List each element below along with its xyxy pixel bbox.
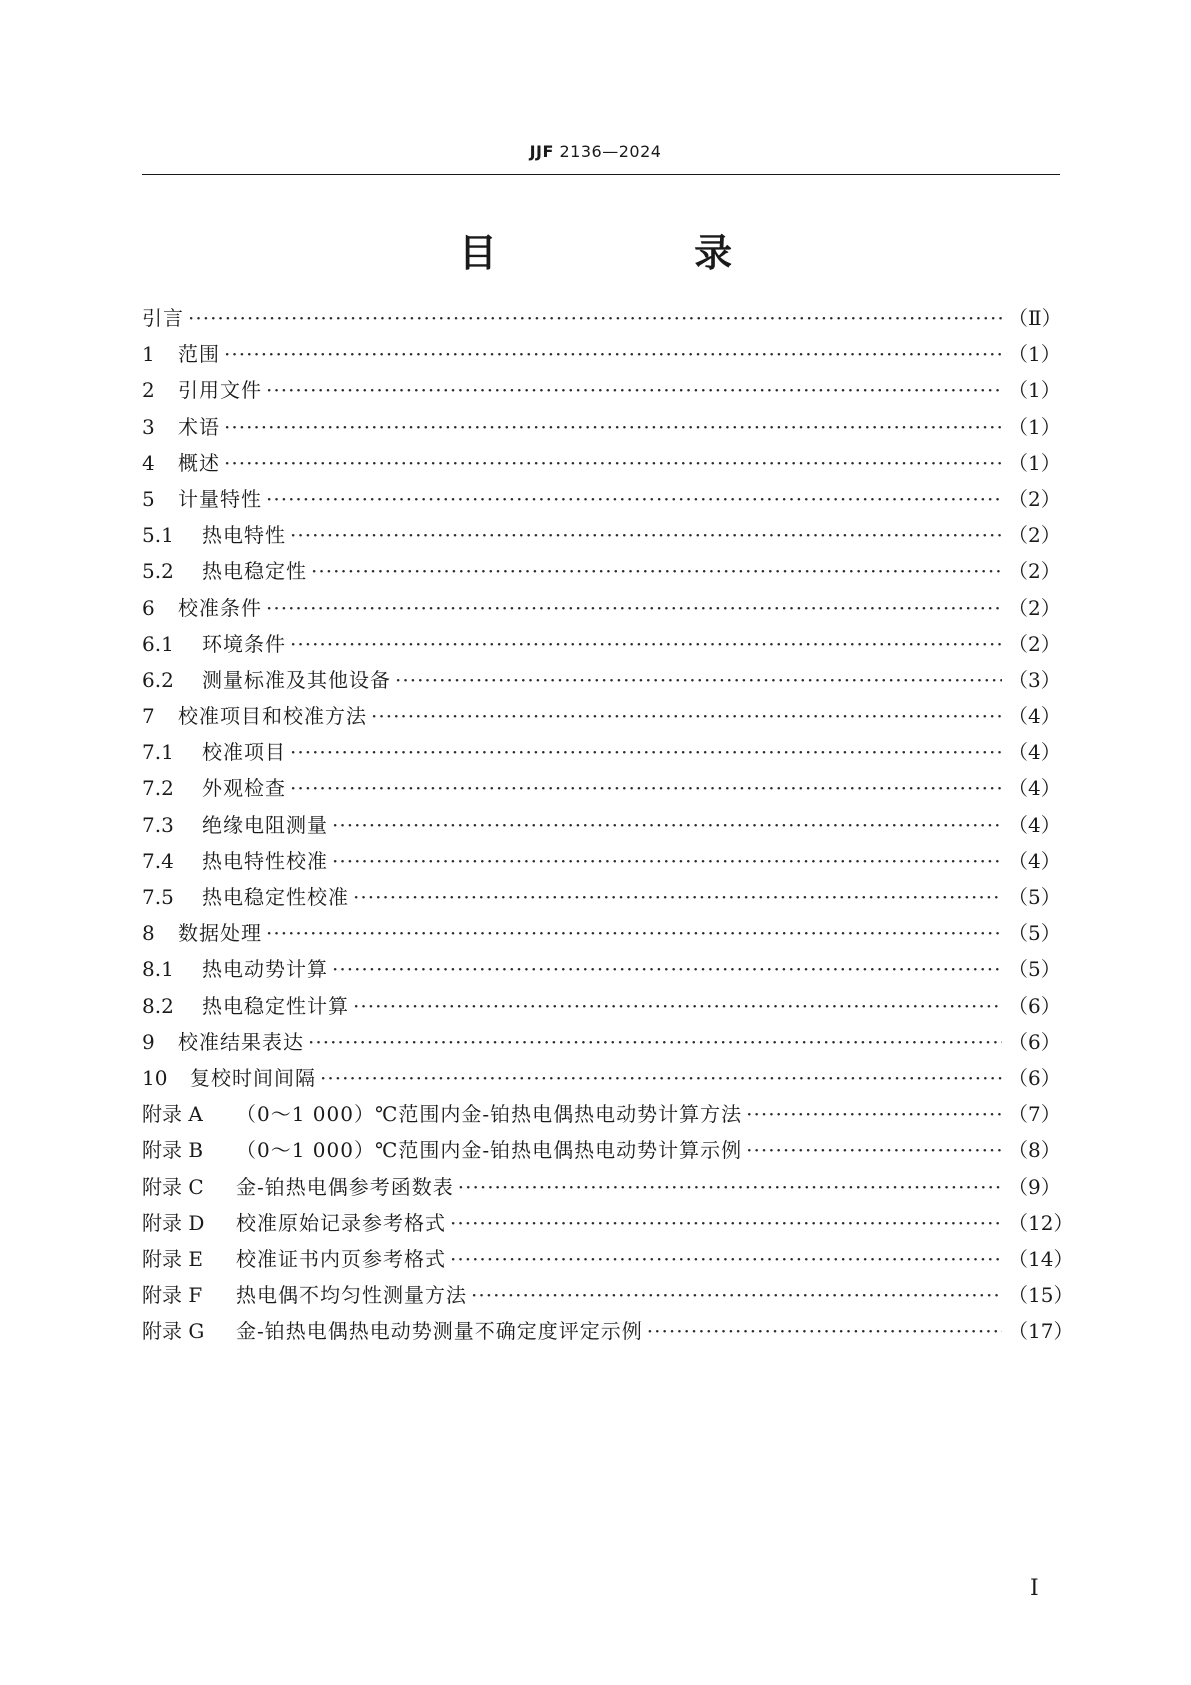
toc-entry-title: 校准结果表达 <box>178 1029 304 1054</box>
toc-leader-dots <box>746 1102 1002 1126</box>
toc-entry[interactable] <box>142 1171 1060 1207</box>
toc-entry-number: 7 <box>142 704 155 729</box>
toc-leader-dots <box>224 415 1002 439</box>
toc-entry-number: 7.4 <box>142 848 174 873</box>
toc-entry-number: 6 <box>142 595 155 620</box>
toc-entry[interactable] <box>142 845 1060 881</box>
toc-entry-number: 5.2 <box>142 559 174 584</box>
toc-entry-page: （2） <box>1008 486 1061 511</box>
toc-leader-dots <box>308 1030 1002 1054</box>
toc-entry-title: 引言 <box>142 306 184 330</box>
toc-leader-dots <box>450 1211 1002 1235</box>
toc-entry-page: （4） <box>1008 776 1061 801</box>
toc-leader-dots <box>290 523 1002 547</box>
toc-entry-number: 3 <box>142 414 155 439</box>
toc-entry[interactable] <box>142 519 1060 555</box>
toc-entry[interactable] <box>142 736 1060 772</box>
toc-entry-number: 附录 A <box>142 1102 203 1127</box>
toc-entry[interactable] <box>142 664 1060 700</box>
toc-entry-number: 附录 G <box>142 1319 205 1344</box>
toc-entry[interactable] <box>142 809 1060 845</box>
toc-entry[interactable] <box>142 1062 1060 1098</box>
toc-entry-number: 10 <box>142 1065 168 1090</box>
toc-leader-dots <box>471 1283 1002 1307</box>
toc-entry-title: 概述 <box>178 450 220 475</box>
toc-entry-page: （17） <box>1008 1319 1074 1344</box>
toc-entry-number: 5 <box>142 486 155 511</box>
toc-entry-number: 5.1 <box>142 523 174 548</box>
toc-entry-page: （6） <box>1008 993 1061 1018</box>
toc-entry[interactable] <box>142 1098 1060 1134</box>
table-of-contents <box>142 302 1074 1351</box>
toc-entry-page: （Ⅱ） <box>1008 306 1062 330</box>
toc-entry[interactable] <box>142 374 1060 410</box>
toc-leader-dots <box>647 1319 1002 1343</box>
toc-entry-number: 附录 F <box>142 1283 203 1308</box>
toc-entry-page: （8） <box>1008 1138 1061 1163</box>
toc-entry[interactable] <box>142 1207 1074 1243</box>
toc-entry-title: （0～1 000）℃范围内金-铂热电偶热电动势计算方法 <box>236 1102 743 1127</box>
toc-entry-title: 测量标准及其他设备 <box>202 667 391 692</box>
toc-entry-page: （9） <box>1008 1174 1061 1199</box>
toc-entry-number: 8 <box>142 921 155 946</box>
toc-entry[interactable] <box>142 1315 1074 1351</box>
toc-entry-number: 附录 D <box>142 1210 205 1235</box>
toc-entry-page: （5） <box>1008 885 1061 909</box>
toc-entry-number: 附录 C <box>142 1174 204 1199</box>
toc-entry[interactable] <box>142 1243 1074 1279</box>
toc-entry-page: （5） <box>1008 921 1061 946</box>
toc-entry-page: （3） <box>1008 667 1061 692</box>
toc-entry[interactable] <box>142 555 1060 591</box>
toc-entry-title: 范围 <box>178 342 220 367</box>
toc-entry-page: （2） <box>1008 523 1061 548</box>
toc-entry-title: 校准项目 <box>202 740 286 765</box>
toc-entry-number: 7.5 <box>142 885 174 909</box>
toc-entry-page: （6） <box>1008 1029 1061 1054</box>
toc-entry[interactable] <box>142 592 1060 628</box>
toc-entry-number: 8.2 <box>142 993 174 1018</box>
toc-entry-title: 校准项目和校准方法 <box>178 704 367 729</box>
toc-entry[interactable] <box>142 1279 1074 1315</box>
toc-entry-page: （5） <box>1008 957 1061 982</box>
toc-entry-page: （2） <box>1008 631 1061 656</box>
toc-leader-dots <box>224 342 1002 366</box>
toc-entry-title: 热电特性 <box>202 523 286 548</box>
toc-entry-title: 热电动势计算 <box>202 957 328 982</box>
toc-entry-page: （2） <box>1008 559 1061 584</box>
toc-entry-title: 热电稳定性计算 <box>202 993 349 1018</box>
toc-entry-page: （1） <box>1008 414 1061 439</box>
toc-leader-dots <box>290 740 1002 764</box>
toc-entry-page: （1） <box>1008 342 1061 367</box>
toc-leader-dots <box>746 1138 1002 1162</box>
toc-entry-page: （7） <box>1008 1102 1061 1127</box>
toc-entry-title: 热电稳定性校准 <box>202 885 349 909</box>
toc-entry-title: 金-铂热电偶参考函数表 <box>236 1174 454 1199</box>
toc-entry-number: 9 <box>142 1029 155 1054</box>
toc-entry-title: 校准条件 <box>178 595 262 620</box>
toc-leader-dots <box>450 1247 1002 1271</box>
toc-leader-dots <box>266 921 1002 945</box>
toc-leader-dots <box>332 813 1002 837</box>
toc-entry-number: 7.1 <box>142 740 174 765</box>
toc-entry-title: 热电稳定性 <box>202 559 307 584</box>
toc-entry[interactable] <box>142 411 1060 447</box>
document-code <box>0 142 1191 161</box>
toc-entry[interactable] <box>142 483 1060 519</box>
toc-entry-number: 1 <box>142 342 155 367</box>
toc-entry-title: 校准证书内页参考格式 <box>236 1246 446 1271</box>
toc-title: 目 录 <box>458 231 825 275</box>
toc-entry-title: 计量特性 <box>178 486 262 511</box>
toc-leader-dots <box>290 632 1002 656</box>
toc-entry[interactable] <box>142 772 1060 808</box>
toc-entry-title: 引用文件 <box>178 378 262 403</box>
toc-leader-dots <box>320 1066 1002 1090</box>
toc-entry-page: （15） <box>1008 1283 1074 1308</box>
toc-entry[interactable] <box>142 1026 1060 1062</box>
toc-entry[interactable] <box>142 953 1060 989</box>
toc-entry-number: 8.1 <box>142 957 174 982</box>
toc-entry-title: 热电特性校准 <box>202 848 328 873</box>
toc-leader-dots <box>266 378 1002 402</box>
toc-entry-number: 7.2 <box>142 776 174 801</box>
toc-entry-page: （4） <box>1008 812 1061 837</box>
toc-leader-dots <box>353 994 1002 1018</box>
toc-entry-title: 复校时间间隔 <box>190 1065 316 1090</box>
toc-leader-dots <box>311 559 1002 583</box>
toc-leader-dots <box>395 668 1002 692</box>
toc-leader-dots <box>371 704 1002 728</box>
toc-entry[interactable] <box>142 700 1060 736</box>
toc-entry-title: 外观检查 <box>202 776 286 801</box>
toc-entry-number: 6.1 <box>142 631 174 656</box>
toc-entry[interactable] <box>142 1134 1060 1170</box>
toc-entry-title: （0～1 000）℃范围内金-铂热电偶热电动势计算示例 <box>236 1138 743 1163</box>
toc-entry-page: （1） <box>1008 378 1061 403</box>
toc-entry-number: 6.2 <box>142 667 174 692</box>
toc-entry-page: （4） <box>1008 740 1061 765</box>
toc-entry-page: （14） <box>1008 1246 1074 1271</box>
header-divider <box>142 174 1060 175</box>
toc-entry-page: （2） <box>1008 595 1061 620</box>
toc-entry[interactable] <box>142 917 1060 953</box>
toc-entry-page: （4） <box>1008 848 1061 873</box>
toc-leader-dots <box>353 885 1002 909</box>
toc-entry-title: 热电偶不均匀性测量方法 <box>236 1283 467 1308</box>
toc-entry-number: 附录 B <box>142 1138 204 1163</box>
toc-entry-number: 7.3 <box>142 812 174 837</box>
toc-entry-title: 校准原始记录参考格式 <box>236 1210 446 1235</box>
toc-entry-number: 附录 E <box>142 1246 203 1271</box>
toc-entry[interactable] <box>142 990 1060 1026</box>
toc-entry-title: 术语 <box>178 414 220 439</box>
toc-leader-dots <box>332 849 1002 873</box>
toc-entry[interactable] <box>142 881 1060 917</box>
toc-leader-dots <box>266 487 1002 511</box>
document-code-number: 2136—2024 <box>553 142 662 161</box>
toc-entry[interactable] <box>142 338 1060 374</box>
page-number: Ⅰ <box>1030 1576 1039 1601</box>
toc-leader-dots <box>290 776 1002 800</box>
toc-entry-page: （6） <box>1008 1065 1061 1090</box>
toc-entry-number: 4 <box>142 450 155 475</box>
toc-entry-title: 数据处理 <box>178 921 262 946</box>
toc-entry-title: 金-铂热电偶热电动势测量不确定度评定示例 <box>236 1319 643 1344</box>
document-code-prefix: JJF <box>529 142 554 161</box>
toc-leader-dots <box>458 1175 1002 1199</box>
toc-leader-dots <box>188 306 1002 330</box>
toc-entry[interactable] <box>142 447 1060 483</box>
toc-leader-dots <box>266 596 1002 620</box>
toc-entry[interactable] <box>142 628 1060 664</box>
toc-entry-page: （1） <box>1008 450 1061 475</box>
toc-entry[interactable] <box>142 302 1060 338</box>
toc-entry-page: （12） <box>1008 1210 1074 1235</box>
toc-entry-title: 绝缘电阻测量 <box>202 812 328 837</box>
toc-entry-title: 环境条件 <box>202 631 286 656</box>
toc-entry-page: （4） <box>1008 704 1061 729</box>
toc-entry-number: 2 <box>142 378 155 403</box>
toc-leader-dots <box>332 957 1002 981</box>
toc-leader-dots <box>224 451 1002 475</box>
